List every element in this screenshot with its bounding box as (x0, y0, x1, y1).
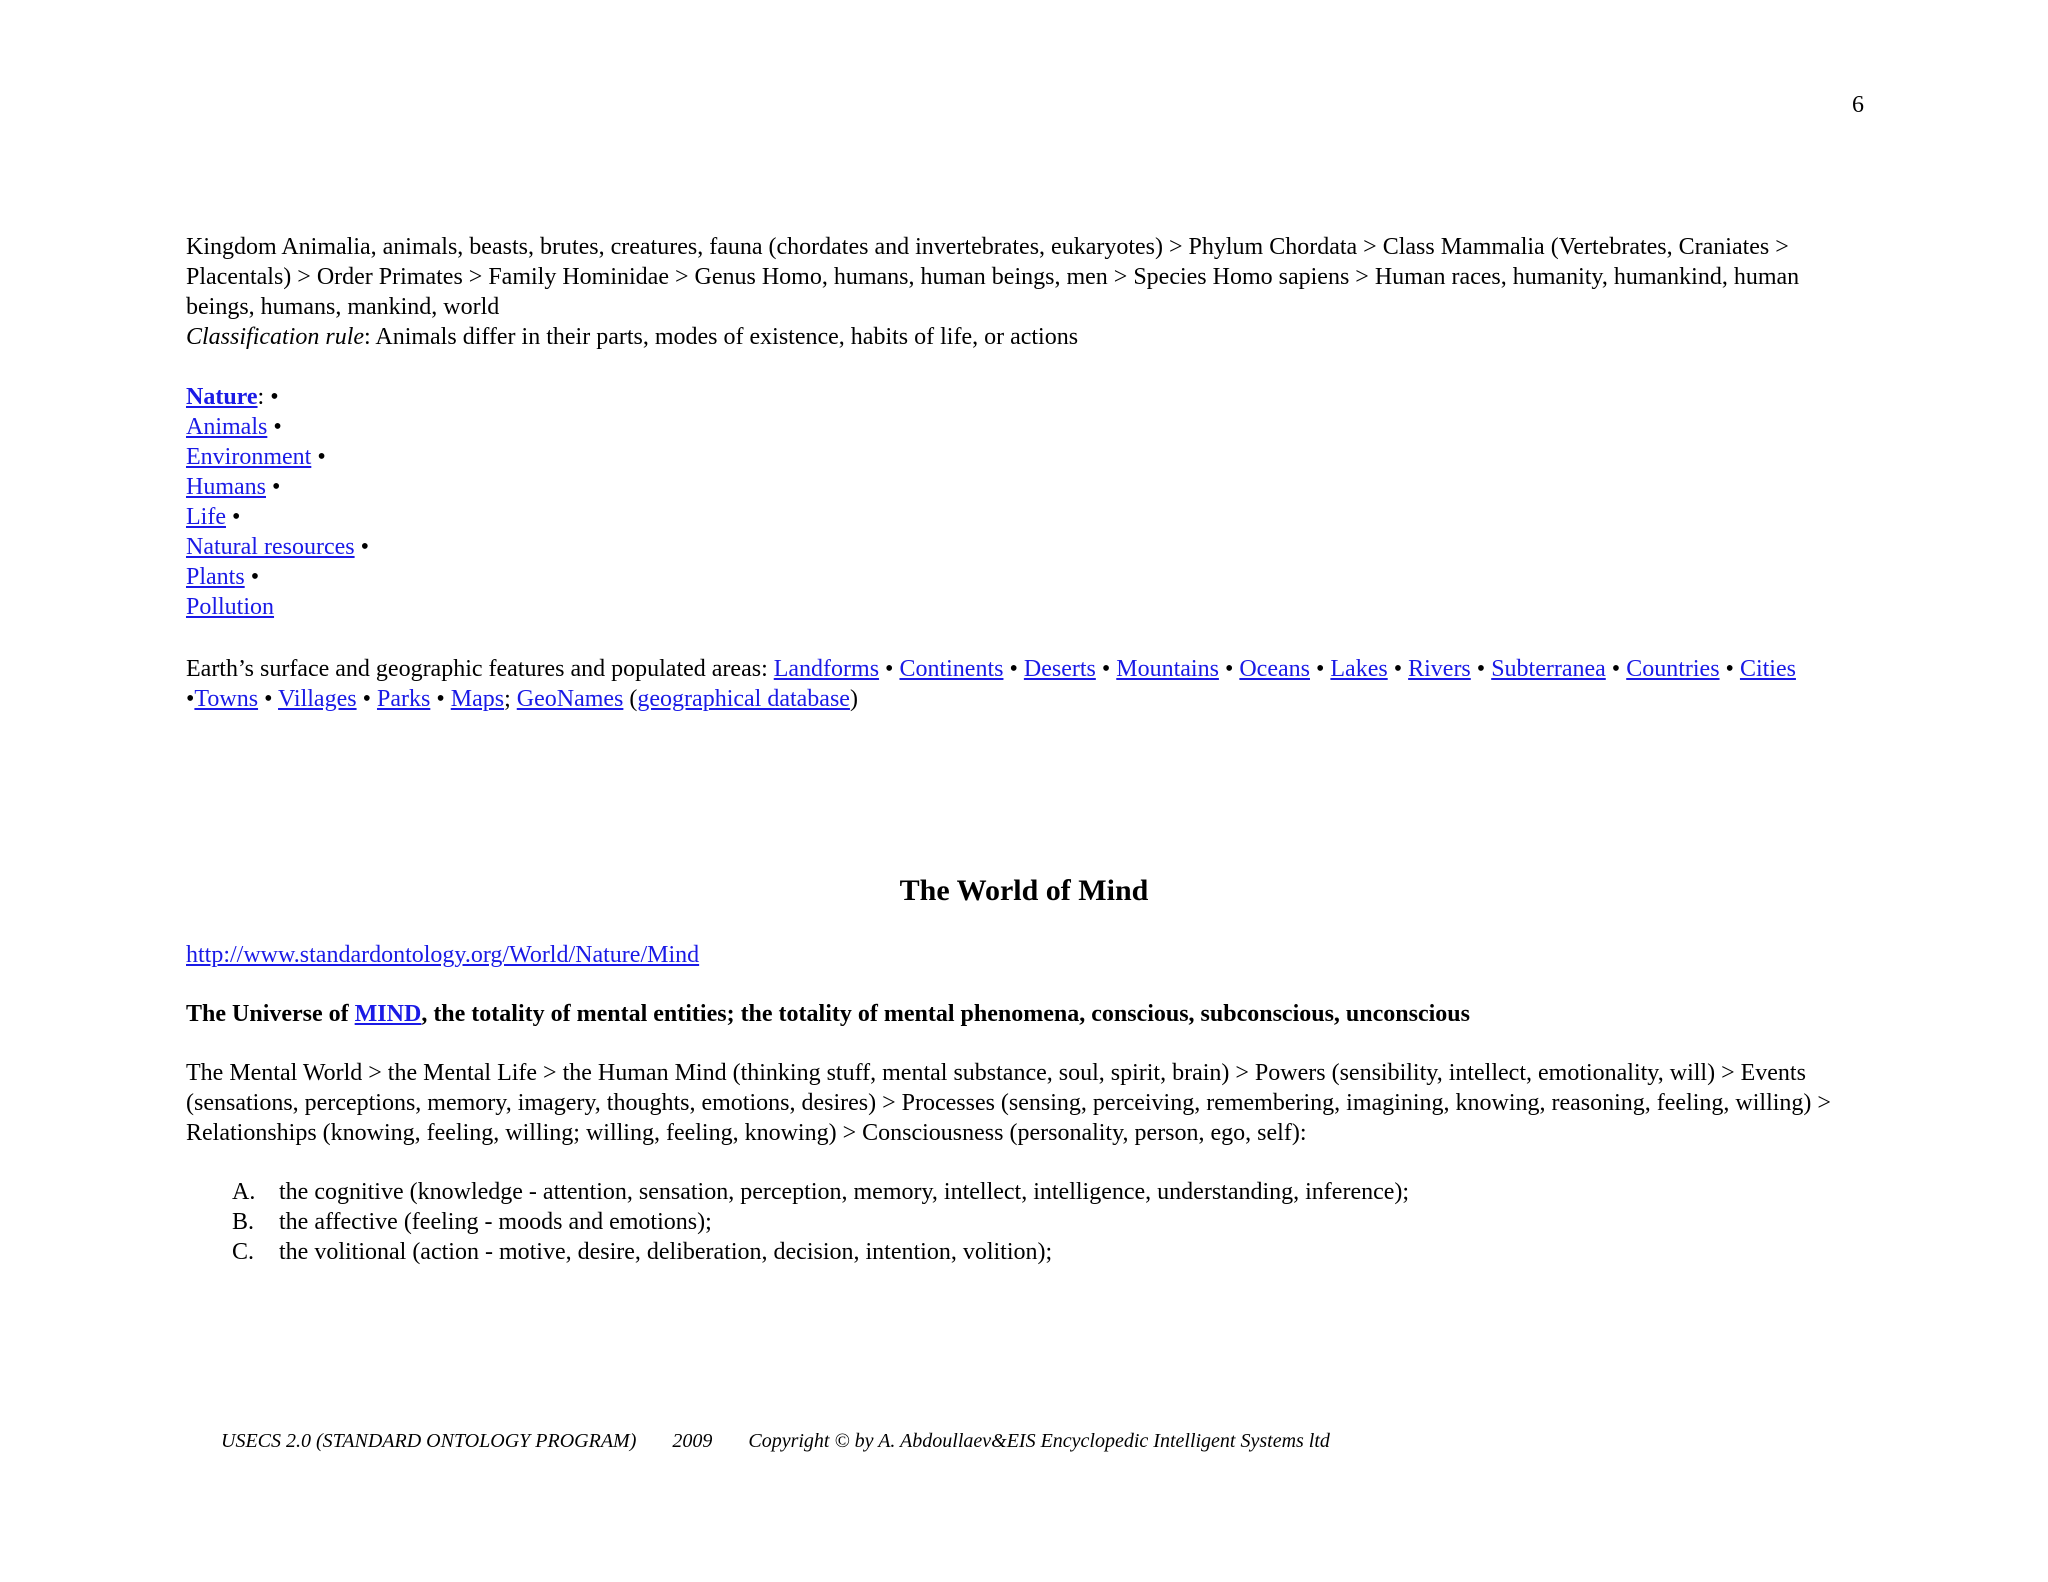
kingdom-classification (186, 232, 1866, 352)
link-subterranea[interactable]: Subterranea (1491, 656, 1606, 682)
list-item: A. the cognitive (knowledge - attention, sensation, perception, memory, intellect, intelligence, understanding, inference); (232, 1179, 1410, 1205)
page-footer (221, 1430, 1366, 1453)
list-item: C. the volitional (action - motive, desire, deliberation, decision, intention, volition); (232, 1239, 1053, 1265)
link-lakes[interactable]: Lakes (1330, 656, 1388, 682)
mind-url-line (186, 940, 1866, 970)
link-oceans[interactable]: Oceans (1239, 656, 1310, 682)
section-title: The World of Mind (899, 874, 1149, 907)
footer-year: 2009 (672, 1430, 713, 1452)
classification-rule-text: : Animals differ in their parts, modes of existence, habits of life, or actions (364, 324, 1079, 350)
list-item: B. the affective (feeling - moods and emotions); (232, 1209, 712, 1235)
nav-link-environment[interactable]: Environment (186, 444, 312, 470)
link-cities[interactable]: Cities (1739, 656, 1796, 682)
link-continents[interactable]: Continents (899, 656, 1004, 682)
link-landforms[interactable]: Landforms (773, 656, 880, 682)
link-geographical-database[interactable]: geographical database (637, 686, 850, 712)
link-countries[interactable]: Countries (1626, 656, 1720, 682)
nav-link-plants[interactable]: Plants (186, 564, 245, 590)
kingdom-text: Kingdom Animalia, animals, beasts, brutes, creatures, fauna (chordates and invertebrates, eukaryotes) > Phylum Chordata > Class Mammalia (Vertebrates, Craniates > Placentals) > Order Primates > Family Hominidae > Genus Homo, humans, human beings, men > Species Homo sapiens > Human races, humanity, humankind, human beings, humans, mankind, world (186, 234, 1800, 320)
nav-link-animals[interactable]: Animals (186, 414, 268, 440)
mental-world-paragraph: The Mental World > the Mental Life > the Human Mind (thinking stuff, mental substance, soul, spirit, brain) > Powers (sensibility, intellect, emotionality, will) > Events (sensations, perceptions, memory, imagery, thoughts, emotions, desires) > Processes (sensing, perceiving, remembering, imagining, knowing, reasoning, feeling, willing) > Relationships (knowing, feeling, willing; willing, feeling, knowing) > Consciousness (personality, person, ego, self): (186, 1060, 1831, 1146)
mind-list (232, 1177, 1409, 1267)
link-geonames[interactable]: GeoNames (516, 686, 624, 712)
footer-copyright: Copyright © by A. Abdoullaev&EIS Encyclopedic Intelligent Systems ltd (748, 1430, 1330, 1452)
link-towns[interactable]: Towns (194, 686, 259, 712)
mind-link[interactable]: MIND (354, 1001, 422, 1027)
link-parks[interactable]: Parks (376, 686, 431, 712)
link-deserts[interactable]: Deserts (1023, 656, 1096, 682)
link-maps[interactable]: Maps (450, 686, 505, 712)
nav-link-pollution[interactable]: Pollution (186, 594, 275, 620)
earth-intro: Earth’s surface and geographic features and populated areas: (186, 656, 774, 682)
nav-link-life[interactable]: Life (186, 504, 226, 530)
nav-link-humans[interactable]: Humans (186, 474, 266, 500)
universe-of-mind: The Universe of MIND, the totality of mental entities; the totality of mental phenomena, conscious, subconscious, unconscious (186, 1001, 1470, 1027)
nature-nav: Nature: • Animals • Environment • Humans • Life • Natural resources • Plants • Pollution (186, 384, 369, 620)
footer-program: USECS 2.0 (STANDARD ONTOLOGY PROGRAM) (221, 1430, 637, 1452)
earth-features: Earth’s surface and geographic features and populated areas: Landforms • Continents • Deserts • Mountains • Oceans • Lakes • Rivers • Subterranea • Countries • Cities •Towns • Villages • Parks • Maps; GeoNames (geographical database) (186, 656, 1796, 712)
classification-rule-label: Classification rule (186, 324, 365, 350)
nature-link[interactable]: Nature (186, 384, 258, 410)
nav-link-natural-resources[interactable]: Natural resources (186, 534, 355, 560)
link-rivers[interactable]: Rivers (1408, 656, 1471, 682)
page-number: 6 (1852, 92, 1864, 118)
link-mountains[interactable]: Mountains (1116, 656, 1219, 682)
link-villages[interactable]: Villages (278, 686, 357, 712)
classification-rule (186, 322, 1866, 352)
mind-url-link[interactable]: http://www.standardontology.org/World/Nature/Mind (186, 942, 700, 968)
